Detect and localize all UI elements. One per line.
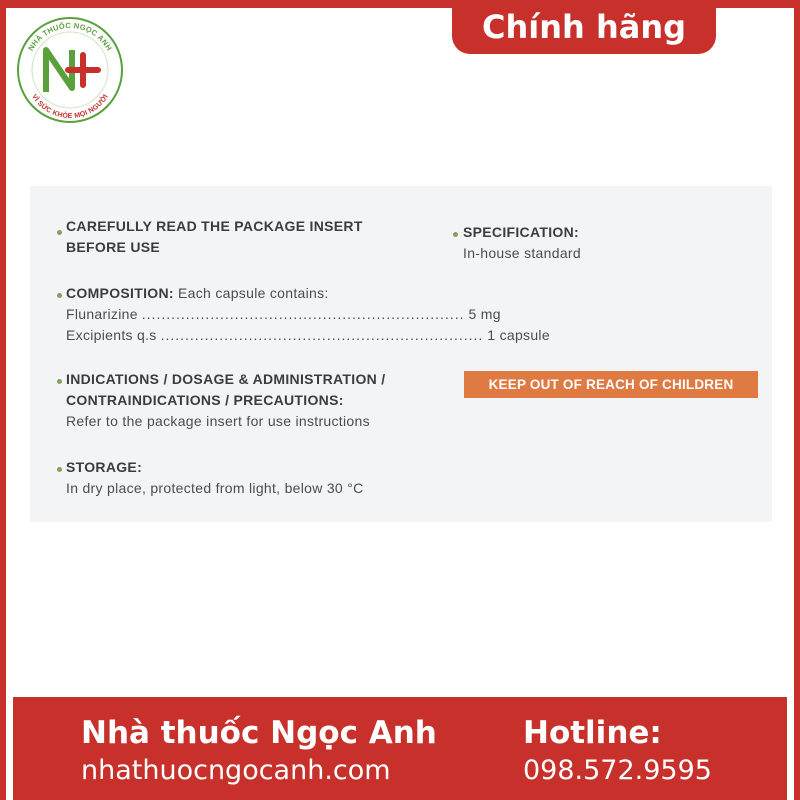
frame-left-border (0, 0, 6, 800)
specification-section (463, 222, 581, 264)
frame-right-border (794, 0, 800, 800)
dot-leader: .................................................................. (160, 327, 484, 343)
ingredient-name: Flunarizine (66, 306, 138, 322)
indications-text: Refer to the package insert for use instructions (66, 413, 370, 429)
bullet-icon (57, 230, 62, 235)
composition-intro: Each capsule contains: (178, 285, 329, 301)
bullet-icon (57, 379, 62, 384)
bullet-icon (57, 293, 62, 298)
composition-row (66, 304, 501, 325)
storage-section (66, 457, 364, 499)
ingredient-amount: 1 capsule (487, 327, 550, 343)
read-insert-section (66, 216, 363, 258)
ingredient-name: Excipients q.s (66, 327, 157, 343)
authentic-badge: Chính hãng (452, 0, 716, 54)
ingredient-amount: 5 mg (468, 306, 501, 322)
keep-out-of-reach-label: KEEP OUT OF REACH OF CHILDREN (464, 371, 758, 398)
website-link[interactable]: nhathuocngocanh.com (81, 755, 391, 786)
read-insert-line2: BEFORE USE (66, 239, 161, 255)
hotline-label: Hotline: (523, 715, 662, 751)
footer-banner (10, 694, 790, 800)
storage-text: In dry place, protected from light, below 30 (66, 480, 344, 496)
storage-unit: °C (347, 480, 364, 496)
indications-line2: CONTRAINDICATIONS / PRECAUTIONS: (66, 392, 344, 408)
logo-arc-bottom-text: VÌ SỨC KHỎE MỌI NGƯỜI (30, 93, 110, 121)
indications-section (66, 369, 385, 432)
specification-heading: SPECIFICATION: (463, 224, 579, 240)
composition-section (66, 283, 550, 346)
bullet-icon (57, 467, 62, 472)
store-name: Nhà thuốc Ngọc Anh (81, 715, 437, 751)
composition-row (66, 325, 550, 346)
logo-arc-top-text: NHÀ THUỐC NGỌC ANH (26, 20, 114, 53)
pharmacy-logo (10, 10, 130, 130)
composition-heading: COMPOSITION: (66, 285, 174, 301)
package-panel (30, 186, 772, 522)
dot-leader: .................................................................. (141, 306, 465, 322)
hotline-number[interactable]: 098.572.9595 (523, 755, 712, 786)
read-insert-line1: CAREFULLY READ THE PACKAGE INSERT (66, 218, 363, 234)
bullet-icon (453, 232, 458, 237)
storage-heading: STORAGE: (66, 459, 143, 475)
specification-text: In-house standard (463, 245, 581, 261)
indications-line1: INDICATIONS / DOSAGE & ADMINISTRATION / (66, 371, 386, 387)
